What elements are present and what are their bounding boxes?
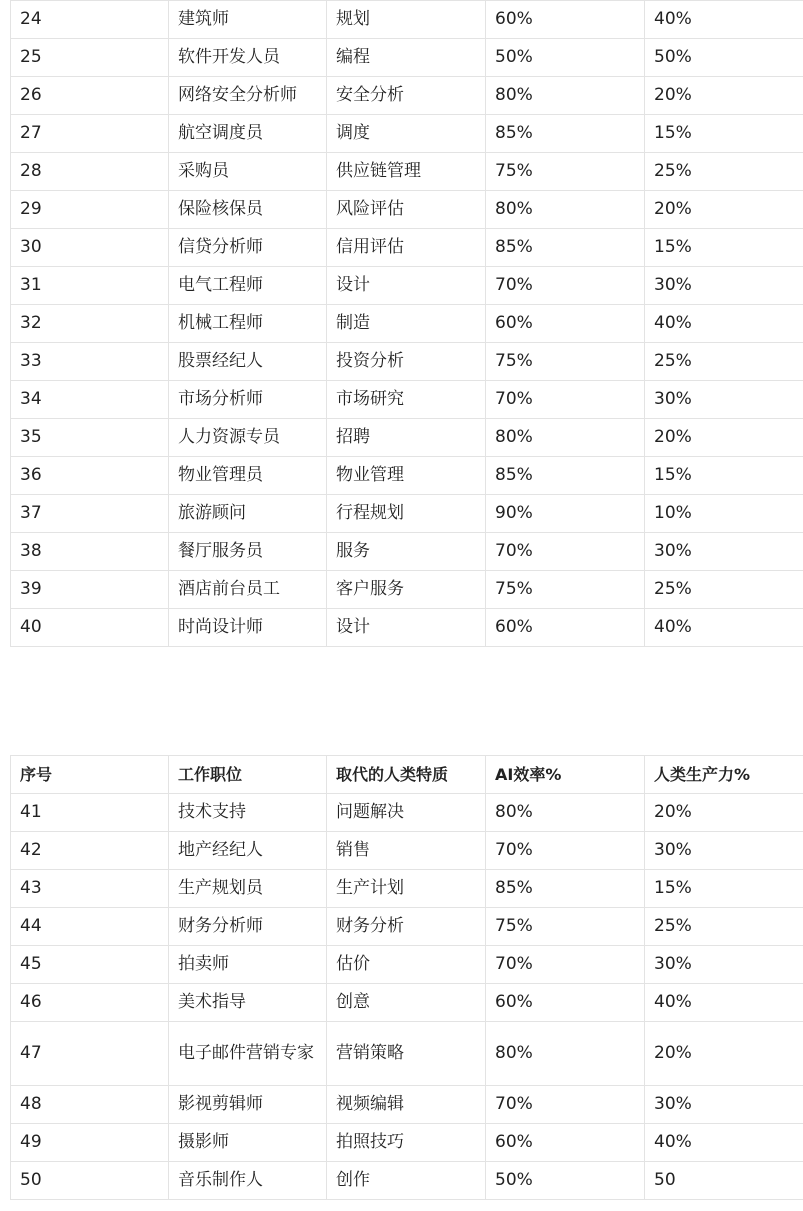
cell-replaced-trait: 估价 — [327, 946, 486, 984]
cell-human-productivity: 15% — [645, 457, 803, 495]
cell-replaced-trait: 创作 — [327, 1162, 486, 1200]
cell-job-title: 股票经纪人 — [169, 343, 327, 381]
header-index: 序号 — [11, 756, 169, 794]
cell-ai-efficiency: 80% — [486, 794, 645, 832]
cell-human-productivity: 20% — [645, 419, 803, 457]
cell-index: 49 — [11, 1124, 169, 1162]
cell-replaced-trait: 编程 — [327, 39, 486, 77]
job-table-part-2 — [10, 755, 803, 1200]
table-row — [11, 343, 803, 381]
cell-index: 50 — [11, 1162, 169, 1200]
cell-index: 48 — [11, 1086, 169, 1124]
cell-job-title: 市场分析师 — [169, 381, 327, 419]
header-replaced-trait: 取代的人类特质 — [327, 756, 486, 794]
cell-job-title: 机械工程师 — [169, 305, 327, 343]
cell-job-title: 美术指导 — [169, 984, 327, 1022]
cell-job-title: 采购员 — [169, 153, 327, 191]
cell-ai-efficiency: 75% — [486, 571, 645, 609]
table-row — [11, 832, 803, 870]
cell-replaced-trait: 生产计划 — [327, 870, 486, 908]
cell-ai-efficiency: 80% — [486, 419, 645, 457]
cell-replaced-trait: 问题解决 — [327, 794, 486, 832]
table-row — [11, 1162, 803, 1200]
cell-replaced-trait: 物业管理 — [327, 457, 486, 495]
cell-job-title: 航空调度员 — [169, 115, 327, 153]
cell-job-title: 影视剪辑师 — [169, 1086, 327, 1124]
cell-job-title: 软件开发人员 — [169, 39, 327, 77]
cell-human-productivity: 25% — [645, 571, 803, 609]
cell-job-title: 保险核保员 — [169, 191, 327, 229]
cell-human-productivity: 50% — [645, 39, 803, 77]
cell-index: 31 — [11, 267, 169, 305]
cell-index: 47 — [11, 1022, 169, 1086]
cell-replaced-trait: 服务 — [327, 533, 486, 571]
cell-ai-efficiency: 80% — [486, 1022, 645, 1086]
cell-ai-efficiency: 70% — [486, 381, 645, 419]
cell-human-productivity: 20% — [645, 1022, 803, 1086]
table-row — [11, 533, 803, 571]
cell-replaced-trait: 安全分析 — [327, 77, 486, 115]
table-row — [11, 115, 803, 153]
cell-ai-efficiency: 90% — [486, 495, 645, 533]
cell-replaced-trait: 设计 — [327, 267, 486, 305]
cell-ai-efficiency: 75% — [486, 908, 645, 946]
cell-human-productivity: 30% — [645, 1086, 803, 1124]
cell-index: 41 — [11, 794, 169, 832]
cell-replaced-trait: 财务分析 — [327, 908, 486, 946]
cell-replaced-trait: 供应链管理 — [327, 153, 486, 191]
cell-ai-efficiency: 60% — [486, 1124, 645, 1162]
cell-ai-efficiency: 85% — [486, 457, 645, 495]
cell-ai-efficiency: 60% — [486, 984, 645, 1022]
cell-index: 26 — [11, 77, 169, 115]
table-row — [11, 794, 803, 832]
cell-replaced-trait: 视频编辑 — [327, 1086, 486, 1124]
table-row — [11, 1086, 803, 1124]
cell-ai-efficiency: 75% — [486, 153, 645, 191]
cell-human-productivity: 25% — [645, 908, 803, 946]
cell-human-productivity: 40% — [645, 1, 803, 39]
cell-index: 46 — [11, 984, 169, 1022]
table-row — [11, 191, 803, 229]
cell-ai-efficiency: 85% — [486, 115, 645, 153]
cell-human-productivity: 50 — [645, 1162, 803, 1200]
cell-ai-efficiency: 70% — [486, 832, 645, 870]
cell-job-title: 财务分析师 — [169, 908, 327, 946]
cell-job-title: 旅游顾问 — [169, 495, 327, 533]
cell-index: 43 — [11, 870, 169, 908]
cell-replaced-trait: 信用评估 — [327, 229, 486, 267]
cell-ai-efficiency: 80% — [486, 77, 645, 115]
cell-job-title: 建筑师 — [169, 1, 327, 39]
cell-index: 34 — [11, 381, 169, 419]
cell-index: 24 — [11, 1, 169, 39]
cell-job-title: 地产经纪人 — [169, 832, 327, 870]
cell-index: 45 — [11, 946, 169, 984]
table-row — [11, 267, 803, 305]
cell-ai-efficiency: 60% — [486, 609, 645, 647]
cell-job-title: 拍卖师 — [169, 946, 327, 984]
cell-replaced-trait: 客户服务 — [327, 571, 486, 609]
cell-index: 28 — [11, 153, 169, 191]
cell-replaced-trait: 调度 — [327, 115, 486, 153]
cell-replaced-trait: 拍照技巧 — [327, 1124, 486, 1162]
cell-human-productivity: 25% — [645, 153, 803, 191]
cell-replaced-trait: 投资分析 — [327, 343, 486, 381]
cell-ai-efficiency: 70% — [486, 1086, 645, 1124]
table-header — [11, 756, 803, 794]
table-row — [11, 381, 803, 419]
cell-replaced-trait: 市场研究 — [327, 381, 486, 419]
job-table-part-1 — [10, 0, 803, 647]
cell-index: 44 — [11, 908, 169, 946]
cell-ai-efficiency: 50% — [486, 1162, 645, 1200]
cell-index: 38 — [11, 533, 169, 571]
cell-ai-efficiency: 80% — [486, 191, 645, 229]
cell-index: 42 — [11, 832, 169, 870]
table-row — [11, 39, 803, 77]
table-row — [11, 229, 803, 267]
table-row — [11, 1, 803, 39]
cell-human-productivity: 30% — [645, 267, 803, 305]
cell-human-productivity: 40% — [645, 1124, 803, 1162]
cell-index: 32 — [11, 305, 169, 343]
cell-job-title: 人力资源专员 — [169, 419, 327, 457]
cell-replaced-trait: 风险评估 — [327, 191, 486, 229]
cell-replaced-trait: 设计 — [327, 609, 486, 647]
cell-human-productivity: 20% — [645, 191, 803, 229]
table-row — [11, 609, 803, 647]
cell-replaced-trait: 行程规划 — [327, 495, 486, 533]
cell-job-title: 电气工程师 — [169, 267, 327, 305]
table-row — [11, 870, 803, 908]
cell-human-productivity: 20% — [645, 794, 803, 832]
cell-index: 39 — [11, 571, 169, 609]
cell-ai-efficiency: 60% — [486, 305, 645, 343]
cell-index: 27 — [11, 115, 169, 153]
table-row — [11, 1022, 803, 1086]
cell-replaced-trait: 制造 — [327, 305, 486, 343]
table-row — [11, 984, 803, 1022]
cell-ai-efficiency: 75% — [486, 343, 645, 381]
table-body — [11, 794, 803, 1200]
cell-index: 40 — [11, 609, 169, 647]
cell-index: 29 — [11, 191, 169, 229]
header-row — [11, 756, 803, 794]
cell-ai-efficiency: 50% — [486, 39, 645, 77]
cell-human-productivity: 10% — [645, 495, 803, 533]
table-row — [11, 1124, 803, 1162]
cell-ai-efficiency: 60% — [486, 1, 645, 39]
cell-job-title: 摄影师 — [169, 1124, 327, 1162]
cell-job-title: 技术支持 — [169, 794, 327, 832]
cell-index: 25 — [11, 39, 169, 77]
cell-job-title: 网络安全分析师 — [169, 77, 327, 115]
cell-replaced-trait: 销售 — [327, 832, 486, 870]
table-row — [11, 419, 803, 457]
table-row — [11, 495, 803, 533]
cell-job-title: 酒店前台员工 — [169, 571, 327, 609]
cell-human-productivity: 15% — [645, 870, 803, 908]
cell-job-title: 音乐制作人 — [169, 1162, 327, 1200]
header-human-productivity: 人类生产力% — [645, 756, 803, 794]
cell-index: 35 — [11, 419, 169, 457]
header-job-title: 工作职位 — [169, 756, 327, 794]
cell-human-productivity: 40% — [645, 305, 803, 343]
cell-human-productivity: 40% — [645, 609, 803, 647]
table-body — [11, 1, 803, 647]
cell-human-productivity: 30% — [645, 946, 803, 984]
cell-job-title: 物业管理员 — [169, 457, 327, 495]
cell-ai-efficiency: 70% — [486, 267, 645, 305]
table-row — [11, 305, 803, 343]
header-ai-efficiency: AI效率% — [486, 756, 645, 794]
cell-ai-efficiency: 85% — [486, 870, 645, 908]
cell-ai-efficiency: 85% — [486, 229, 645, 267]
cell-human-productivity: 20% — [645, 77, 803, 115]
cell-job-title: 电子邮件营销专家 — [169, 1022, 327, 1086]
cell-job-title: 生产规划员 — [169, 870, 327, 908]
cell-human-productivity: 15% — [645, 115, 803, 153]
table-row — [11, 77, 803, 115]
cell-ai-efficiency: 70% — [486, 946, 645, 984]
cell-index: 30 — [11, 229, 169, 267]
table-row — [11, 946, 803, 984]
cell-index: 36 — [11, 457, 169, 495]
cell-job-title: 餐厅服务员 — [169, 533, 327, 571]
cell-replaced-trait: 创意 — [327, 984, 486, 1022]
cell-human-productivity: 30% — [645, 832, 803, 870]
cell-ai-efficiency: 70% — [486, 533, 645, 571]
table-row — [11, 457, 803, 495]
table-row — [11, 908, 803, 946]
cell-replaced-trait: 营销策略 — [327, 1022, 486, 1086]
cell-index: 37 — [11, 495, 169, 533]
cell-human-productivity: 25% — [645, 343, 803, 381]
table-row — [11, 153, 803, 191]
cell-human-productivity: 15% — [645, 229, 803, 267]
cell-job-title: 信贷分析师 — [169, 229, 327, 267]
cell-replaced-trait: 规划 — [327, 1, 486, 39]
cell-replaced-trait: 招聘 — [327, 419, 486, 457]
cell-human-productivity: 40% — [645, 984, 803, 1022]
cell-human-productivity: 30% — [645, 533, 803, 571]
cell-human-productivity: 30% — [645, 381, 803, 419]
cell-index: 33 — [11, 343, 169, 381]
table-row — [11, 571, 803, 609]
cell-job-title: 时尚设计师 — [169, 609, 327, 647]
